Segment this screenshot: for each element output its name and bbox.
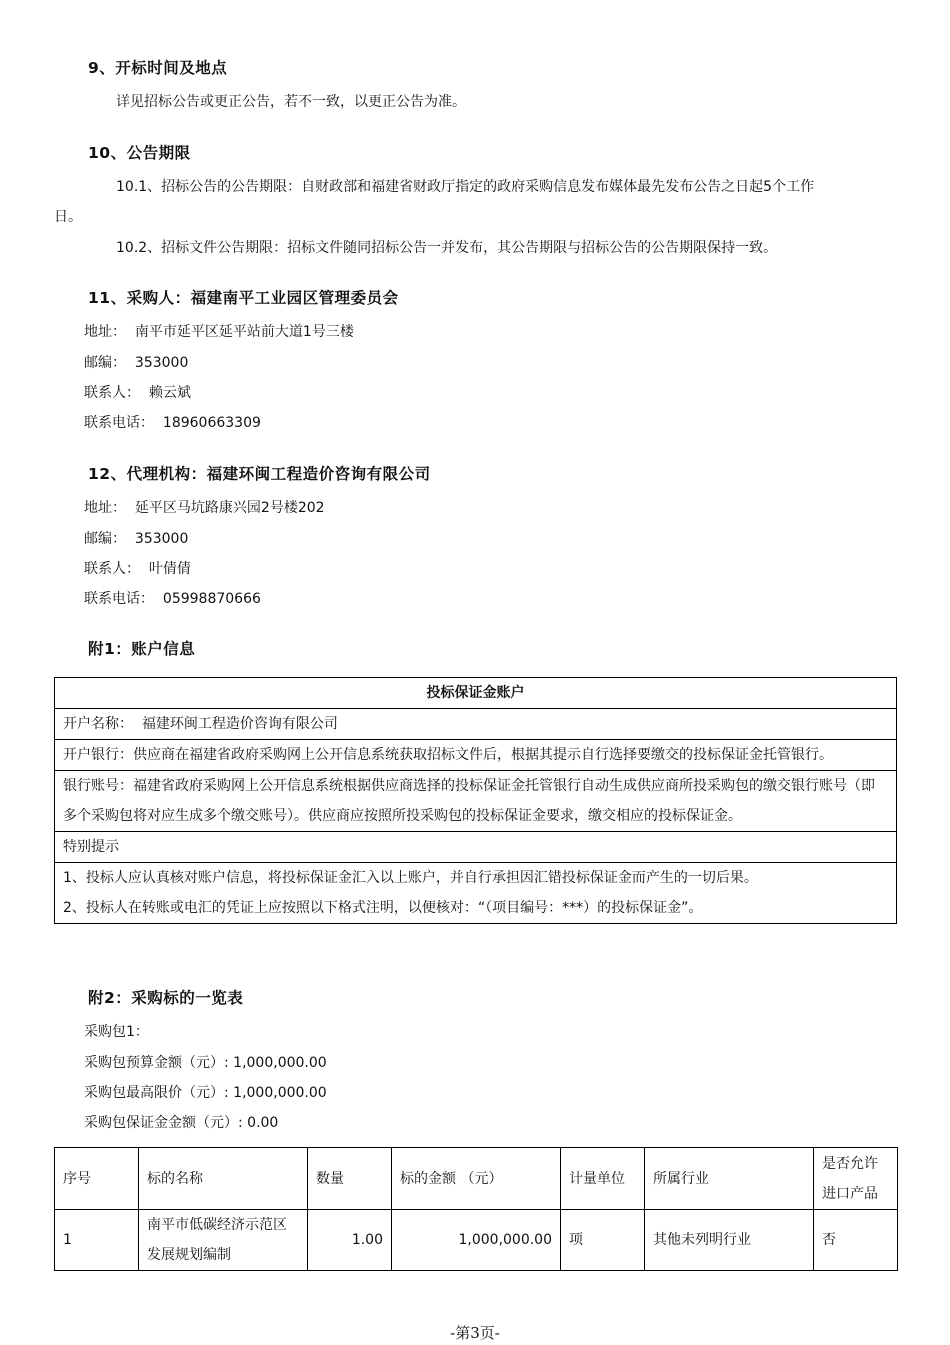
package-budget: 采购包预算金额（元）: 1,000,000.00 <box>84 1055 327 1071</box>
account-info-table <box>54 677 897 924</box>
col-header-amount: 标的金额 （元） <box>392 1148 561 1210</box>
page-number: -第3页- <box>450 1324 500 1342</box>
account-bank-row: 开户银行：供应商在福建省政府采购网上公开信息系统获取招标文件后，根据其提示自行选择要缴交的投标保证金托管银行。 <box>55 740 897 771</box>
special-notice-title: 特别提示 <box>55 832 897 863</box>
col-header-no: 序号 <box>55 1148 139 1210</box>
section-12-heading: 12、代理机构：福建环闽工程造价咨询有限公司 <box>88 465 431 483</box>
account-table-title: 投标保证金账户 <box>55 678 897 709</box>
section-10-heading: 10、公告期限 <box>88 144 191 162</box>
table-header-row <box>55 1148 898 1210</box>
table-row <box>55 1210 898 1271</box>
cell-import: 否 <box>814 1210 898 1271</box>
account-number-row: 银行账号：福建省政府采购网上公开信息系统根据供应商选择的投标保证金托管银行自动生成供应商所投采购包的缴交银行账号（即多个采购包将对应生成多个缴交账号）。供应商应按照所投采购包的投标保证金要求，缴交相应的投标保证金。 <box>55 771 897 832</box>
agency-address-label: 地址： <box>84 500 126 516</box>
appendix-2-heading: 附2：采购标的一览表 <box>88 989 244 1007</box>
cell-name: 南平市低碳经济示范区发展规划编制 <box>139 1210 308 1271</box>
cell-amount: 1,000,000.00 <box>392 1210 561 1271</box>
purchaser-phone-label: 联系电话： <box>84 415 154 431</box>
special-notice-1: 1、投标人应认真核对账户信息，将投标保证金汇入以上账户，并自行承担因汇错投标保证金而产生的一切后果。 <box>63 870 758 886</box>
agency-phone <box>84 588 261 608</box>
package-label: 采购包1： <box>84 1024 149 1040</box>
agency-postcode <box>84 528 188 548</box>
agency-contact-value: 叶倩倩 <box>148 561 191 577</box>
purchaser-postcode-value: 353000 <box>134 355 189 371</box>
agency-address-value: 延平区马坑路康兴园2号楼202 <box>134 500 325 516</box>
col-header-unit: 计量单位 <box>561 1148 645 1210</box>
purchaser-contact <box>84 382 191 402</box>
col-header-industry: 所属行业 <box>645 1148 814 1210</box>
col-header-qty: 数量 <box>308 1148 392 1210</box>
section-10-1-line2: 日。 <box>54 209 82 225</box>
cell-industry: 其他未列明行业 <box>645 1210 814 1271</box>
cell-unit: 项 <box>561 1210 645 1271</box>
agency-phone-value: 05998870666 <box>162 591 261 607</box>
purchaser-phone <box>84 412 261 432</box>
section-9-heading: 9、开标时间及地点 <box>88 59 228 77</box>
agency-postcode-value: 353000 <box>134 531 189 547</box>
purchaser-address <box>84 321 354 341</box>
agency-contact <box>84 558 191 578</box>
package-deposit: 采购包保证金金额（元）: 0.00 <box>84 1115 279 1131</box>
section-10-2-text: 10.2、招标文件公告期限：招标文件随同招标公告一并发布，其公告期限与招标公告的公告期限保持一致。 <box>116 240 778 256</box>
cell-qty: 1.00 <box>308 1210 392 1271</box>
col-header-name: 标的名称 <box>139 1148 308 1210</box>
agency-address <box>84 497 325 517</box>
purchaser-contact-value: 赖云斌 <box>148 385 191 401</box>
section-9-text: 详见招标公告或更正公告，若不一致，以更正公告为准。 <box>116 94 466 110</box>
cell-no: 1 <box>55 1210 139 1271</box>
purchaser-phone-value: 18960663309 <box>162 415 261 431</box>
purchaser-postcode-label: 邮编： <box>84 355 126 371</box>
purchaser-postcode <box>84 352 188 372</box>
account-name-value: 福建环闽工程造价咨询有限公司 <box>141 716 338 732</box>
agency-phone-label: 联系电话： <box>84 591 154 607</box>
section-11-heading: 11、采购人：福建南平工业园区管理委员会 <box>88 289 399 307</box>
agency-contact-label: 联系人： <box>84 561 140 577</box>
purchaser-address-label: 地址： <box>84 324 126 340</box>
appendix-1-heading: 附1：账户信息 <box>88 640 196 658</box>
col-header-import: 是否允许进口产品 <box>814 1148 898 1210</box>
purchaser-address-value: 南平市延平区延平站前大道1号三楼 <box>134 324 354 340</box>
agency-postcode-label: 邮编： <box>84 531 126 547</box>
section-10-1-line1: 10.1、招标公告的公告期限：自财政部和福建省财政厅指定的政府采购信息发布媒体最先发布公告之日起5个工作 <box>116 179 815 195</box>
purchaser-contact-label: 联系人： <box>84 385 140 401</box>
account-name-row <box>55 709 897 740</box>
package-max-price: 采购包最高限价（元）: 1,000,000.00 <box>84 1085 327 1101</box>
account-name-label: 开户名称： <box>63 716 133 732</box>
special-notice-2: 2、投标人在转账或电汇的凭证上应按照以下格式注明，以便核对：“（项目编号：***）的投标保证金”。 <box>63 900 703 916</box>
special-notice-body <box>55 863 897 924</box>
procurement-items-table <box>54 1147 898 1271</box>
